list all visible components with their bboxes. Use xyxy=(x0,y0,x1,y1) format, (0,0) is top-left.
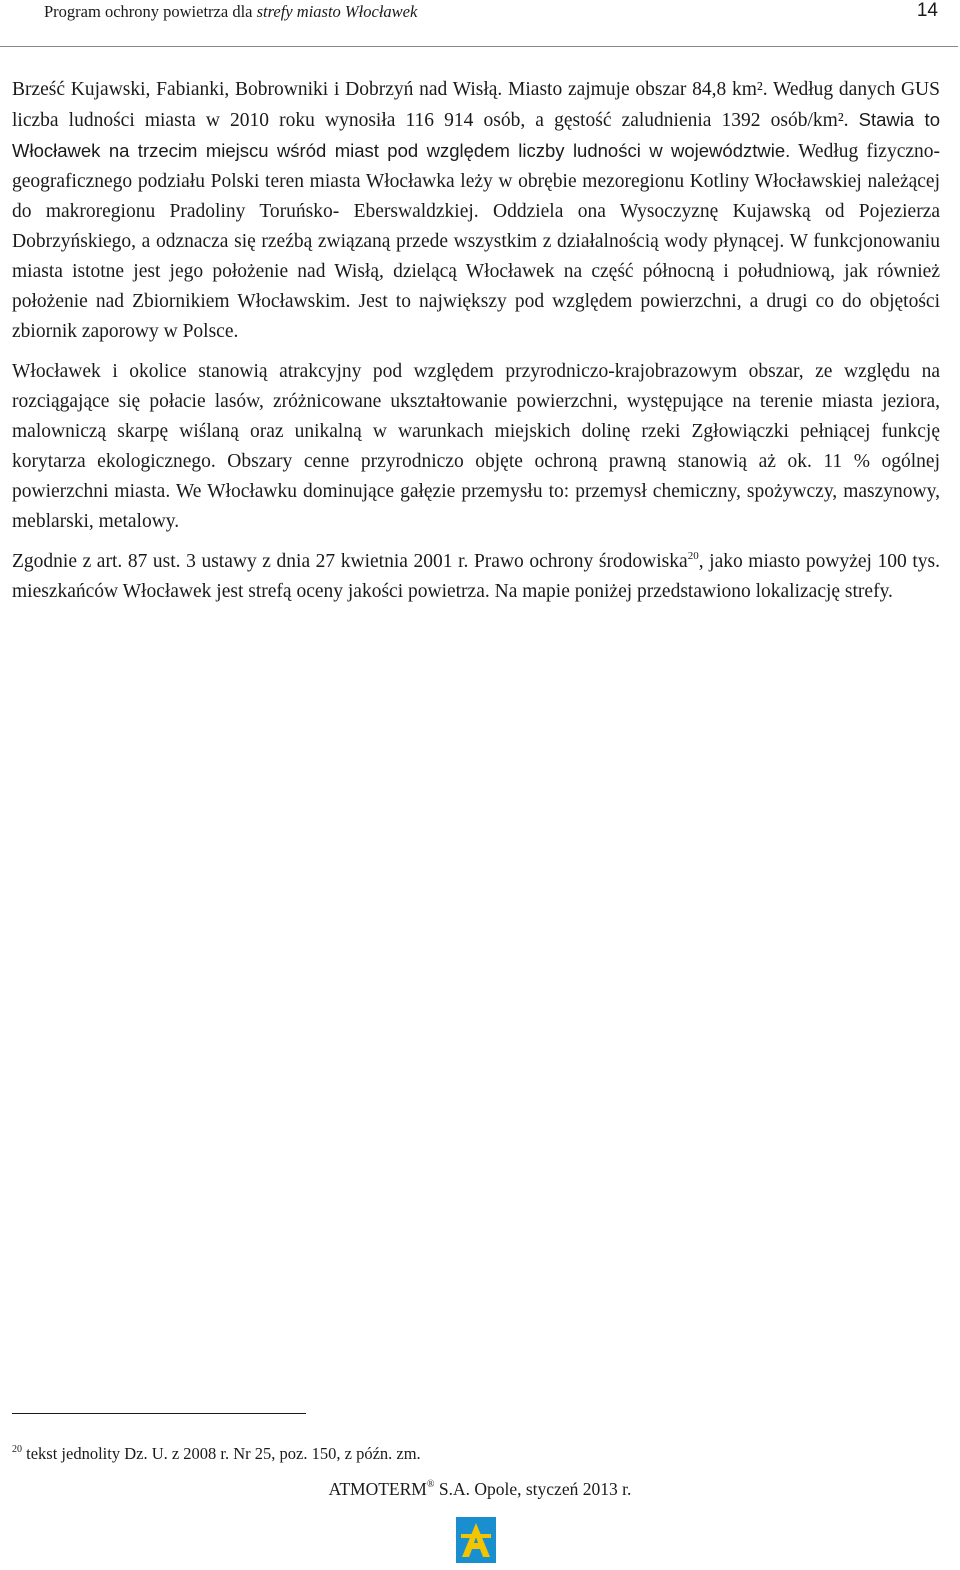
footnote xyxy=(12,1443,421,1465)
paragraph-3 xyxy=(12,547,940,607)
paragraph-1-part-b: Według fizyczno-geograficznego podziału Polski teren miasta Włocławka leży w obrębie mezoregionu Kotliny Włocławskiej należącej do makroregionu Pradoliny Toruńsko- Eberswaldzkiej. Oddziela ona Wysoczyznę Kujawską od Pojezierza Dobrzyńskiego, a odznacza się rzeźbą związaną przede wszystkim z działalnością wody płynącej. W funkcjonowaniu miasta istotne jest jego położenie nad Wisłą, dzielącą Włocławek na część północną i południową, jak również położenie nad Zbiornikiem Włocławskim. Jest to największy pod względem powierzchni, a drugi co do objętości zbiornik zaporowy w Polsce. xyxy=(12,141,941,342)
paragraph-1-sans-part: Stawia to Włocławek na trzecim miejscu wśród miast pod względem liczby ludności w województwie. xyxy=(12,109,940,161)
footer-place-date: S.A. Opole, styczeń 2013 r. xyxy=(434,1479,632,1499)
footnote-reference[interactable]: 20 xyxy=(687,550,699,562)
page-header xyxy=(0,0,960,48)
footer-company: ATMOTERM xyxy=(328,1479,427,1499)
footnote-text: tekst jednolity Dz. U. z 2008 r. Nr 25, poz. 150, z późn. zm. xyxy=(22,1444,421,1463)
page-footer xyxy=(0,1478,960,1500)
title-zone-name: strefy miasto Włocławek xyxy=(256,2,418,21)
title-prefix: Program ochrony powietrza dla xyxy=(44,2,257,21)
paragraph-1-part-a: Brześć Kujawski, Fabianki, Bobrowniki i Dobrzyń nad Wisłą. Miasto zajmuje obszar 84,8 km². Według danych GUS liczba ludności miasta w 2010 roku wynosiła 116 914 osób, a gęstość zaludnienia 1392 osób/km². xyxy=(12,79,940,131)
footnote-divider xyxy=(12,1413,306,1414)
paragraph-3-part-b: , jako miasto powyżej 100 tys. mieszkańców Włocławek jest strefą oceny jakości powietrza. Na mapie poniżej przedstawiono lokalizację strefy. xyxy=(12,551,940,602)
registered-mark: ® xyxy=(426,1479,435,1490)
header-divider xyxy=(0,46,958,47)
main-text xyxy=(12,75,940,617)
paragraph-1 xyxy=(12,75,940,347)
paragraph-3-part-a: Zgodnie z art. 87 ust. 3 ustawy z dnia 27 kwietnia 2001 r. Prawo ochrony środowiska xyxy=(12,551,688,572)
paragraph-2: Włocławek i okolice stanowią atrakcyjny pod względem przyrodniczo-krajobrazowym obszar, ze względu na rozciągające się połacie lasów, zróżnicowane ukształtowanie powierzchni, występujące na terenie miasta jeziora, malowniczą skarpę wiślaną oraz unikalną w warunkach miejskich dolinę rzeki Zgłowiączki pełniącej funkcję korytarza ekologicznego. Obszary cenne przyrodniczo objęte ochroną prawną stanowią aż ok. 11 % ogólnej powierzchni miasta. We Włocławku dominujące gałęzie przemysłu to: przemysł chemiczny, spożywczy, maszynowy, meblarski, metalowy. xyxy=(12,361,940,532)
page-number: 14 xyxy=(916,0,938,21)
footnote-marker: 20 xyxy=(12,1444,22,1455)
atmoterm-logo-icon xyxy=(456,1517,496,1563)
document-title xyxy=(44,2,417,22)
